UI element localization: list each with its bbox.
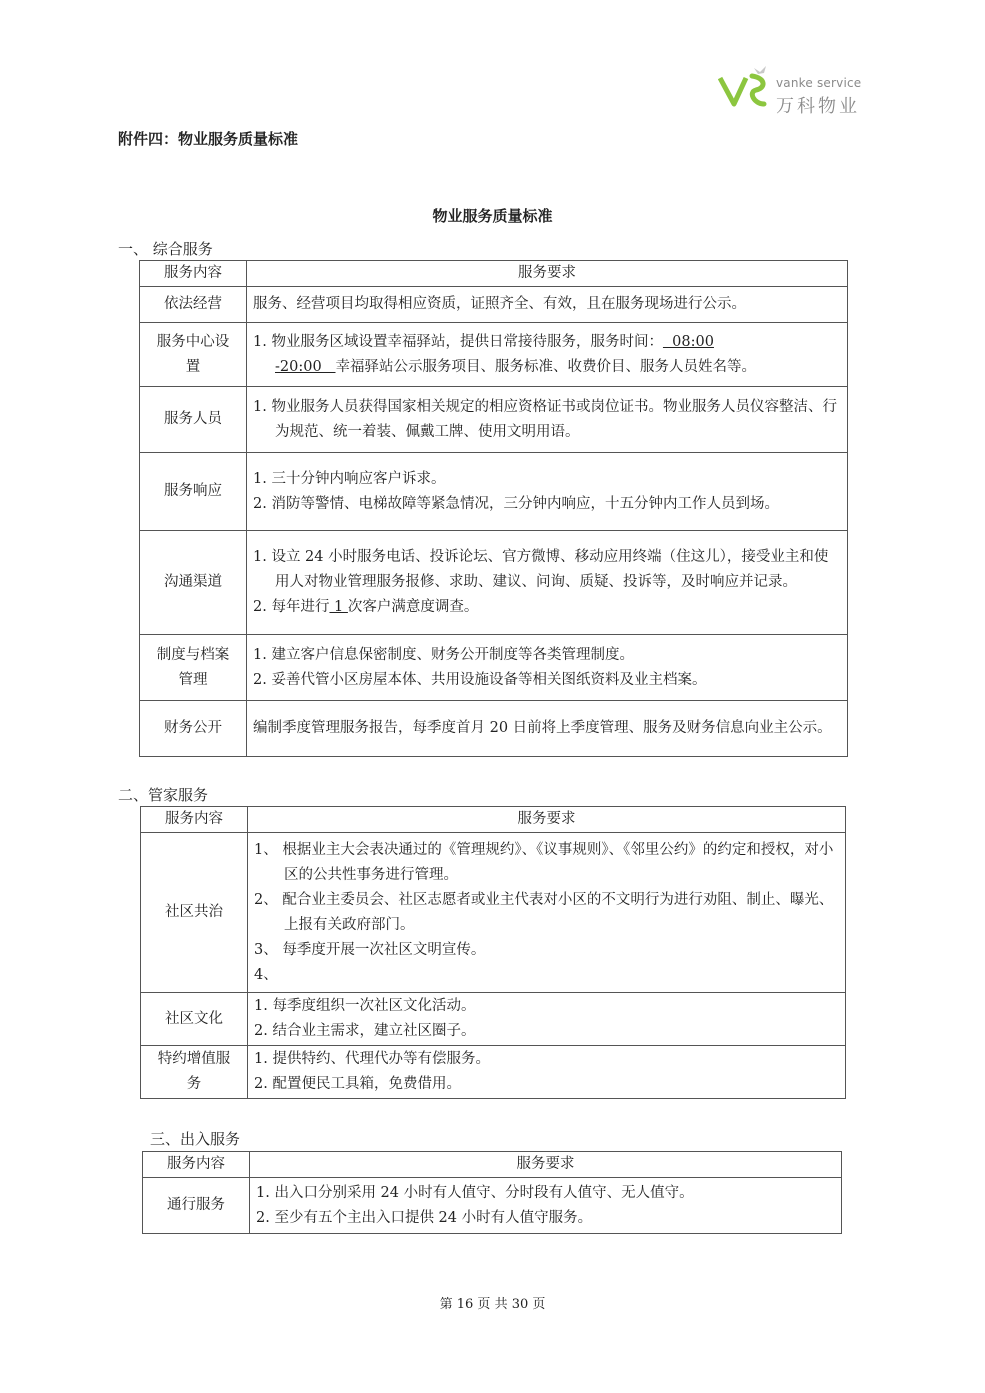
requirement-item: 1. 建立客户信息保密制度、财务公开制度等各类管理制度。: [253, 646, 634, 663]
requirement-item: 1、 根据业主大会表决通过的《管理规约》、《议事规则》、《邻里公约》的约定和授权，对小区的公共性事务进行管理。: [254, 841, 834, 883]
table-row: [140, 531, 848, 635]
requirement-item: 编制季度管理服务报告，每季度首月 20 日前将上季度管理、服务及财务信息向业主公示。: [253, 720, 832, 736]
service-requirement: [250, 1178, 842, 1234]
service-requirement: [248, 1046, 846, 1099]
service-name: 通行服务: [143, 1178, 250, 1234]
service-requirement: [248, 993, 846, 1046]
service-name: 服务人员: [140, 387, 247, 453]
table-row: [140, 323, 848, 387]
service-name: 依法经营: [140, 287, 247, 323]
service-requirement: [248, 833, 846, 993]
document-title: [0, 205, 985, 226]
service-name: 服务响应: [140, 453, 247, 531]
requirement-item: 2. 至少有五个主出入口提供 24 小时有人值守服务。: [256, 1209, 593, 1226]
table-row: [140, 635, 848, 701]
service-requirement: [247, 453, 848, 531]
brand-name-en: vanke service: [776, 76, 862, 90]
brand-name-zh: 万科物业: [776, 96, 860, 117]
requirement-item: 2. 妥善代管小区房屋本体、共用设施设备等相关图纸资料及业主档案。: [253, 671, 707, 688]
requirement-item: 1. 物业服务区域设置幸福驿站，提供日常接待服务，服务时间： 08:00 -20:00 幸福驿站公示服务项目、服务标准、收费价目、服务人员姓名等。: [253, 333, 757, 375]
service-requirement: [247, 387, 848, 453]
table-row: [140, 453, 848, 531]
service-name: 制度与档案 管理: [140, 635, 247, 701]
service-requirement: [247, 701, 848, 757]
service-table-butler: [140, 806, 846, 1099]
column-header: 服务内容: [141, 807, 248, 833]
service-name: 服务中心设 置: [140, 323, 247, 387]
service-name: 社区共治: [141, 833, 248, 993]
requirement-item: 2、 配合业主委员会、社区志愿者或业主代表对小区的不文明行为进行劝阻、制止、曝光、上报有关政府部门。: [254, 891, 834, 933]
requirement-item: 4、: [254, 966, 278, 983]
table-row: [141, 993, 846, 1046]
service-name: 沟通渠道: [140, 531, 247, 635]
vs-logo-icon: [718, 64, 772, 112]
service-requirement: [247, 323, 848, 387]
service-name: 社区文化: [141, 993, 248, 1046]
service-name: 特约增值服 务: [141, 1046, 248, 1099]
service-requirement: [247, 635, 848, 701]
requirement-item: 2. 每年进行 1 次客户满意度调查。: [253, 599, 479, 615]
section-heading: 一、 综合服务: [118, 240, 213, 258]
vanke-service-logo: [718, 56, 868, 116]
column-header: 服务要求: [250, 1152, 842, 1178]
column-header: 服务要求: [247, 261, 848, 287]
service-table-access: [142, 1151, 842, 1234]
service-table-general: [139, 260, 848, 757]
requirement-item: 2. 配置便民工具箱，免费借用。: [254, 1076, 461, 1092]
column-header: 服务内容: [140, 261, 247, 287]
service-name: 财务公开: [140, 701, 247, 757]
table-row: [141, 1046, 846, 1099]
table-row: [140, 287, 848, 323]
service-requirement: [247, 287, 848, 323]
requirement-item: 1. 三十分钟内响应客户诉求。: [253, 470, 446, 487]
attachment-title: 附件四：物业服务质量标准: [118, 130, 299, 148]
table-header-row: [140, 261, 848, 287]
service-requirement: [247, 531, 848, 635]
requirement-item: 2. 消防等警情、电梯故障等紧急情况，三分钟内响应，十五分钟内工作人员到场。: [253, 495, 779, 512]
table-header-row: [143, 1152, 842, 1178]
requirement-item: 1. 设立 24 小时服务电话、投诉论坛、官方微博、移动应用终端（住这儿），接受业主和使用人对物业管理服务报修、求助、建议、问询、质疑、投诉等，及时响应并记录。: [253, 549, 829, 590]
table-header-row: [141, 807, 846, 833]
section-heading: 二、管家服务: [118, 786, 209, 804]
table-row: [140, 387, 848, 453]
requirement-item: 1. 出入口分别采用 24 小时有人值守、分时段有人值守、无人值守。: [256, 1184, 694, 1201]
requirement-item: 3、 每季度开展一次社区文明宣传。: [254, 941, 486, 958]
column-header: 服务内容: [143, 1152, 250, 1178]
page-number: 第 16 页 共 30 页: [439, 1297, 546, 1312]
requirement-item: 2. 结合业主需求，建立社区圈子。: [254, 1023, 476, 1039]
column-header: 服务要求: [248, 807, 846, 833]
requirement-item: 1. 物业服务人员获得国家相关规定的相应资格证书或岗位证书。物业服务人员仪容整洁、行为规范、统一着装、佩戴工牌、使用文明用语。: [253, 398, 837, 440]
section-heading: 三、出入服务: [150, 1130, 241, 1148]
requirement-item: 1. 每季度组织一次社区文化活动。: [254, 998, 476, 1014]
table-row: [143, 1178, 842, 1234]
requirement-item: 1. 提供特约、代理代办等有偿服务。: [254, 1051, 490, 1067]
table-row: [141, 833, 846, 993]
requirement-item: 服务、经营项目均取得相应资质，证照齐全、有效，且在服务现场进行公示。: [253, 296, 746, 312]
table-row: [140, 701, 848, 757]
document-title-text: 物业服务质量标准: [432, 207, 553, 225]
